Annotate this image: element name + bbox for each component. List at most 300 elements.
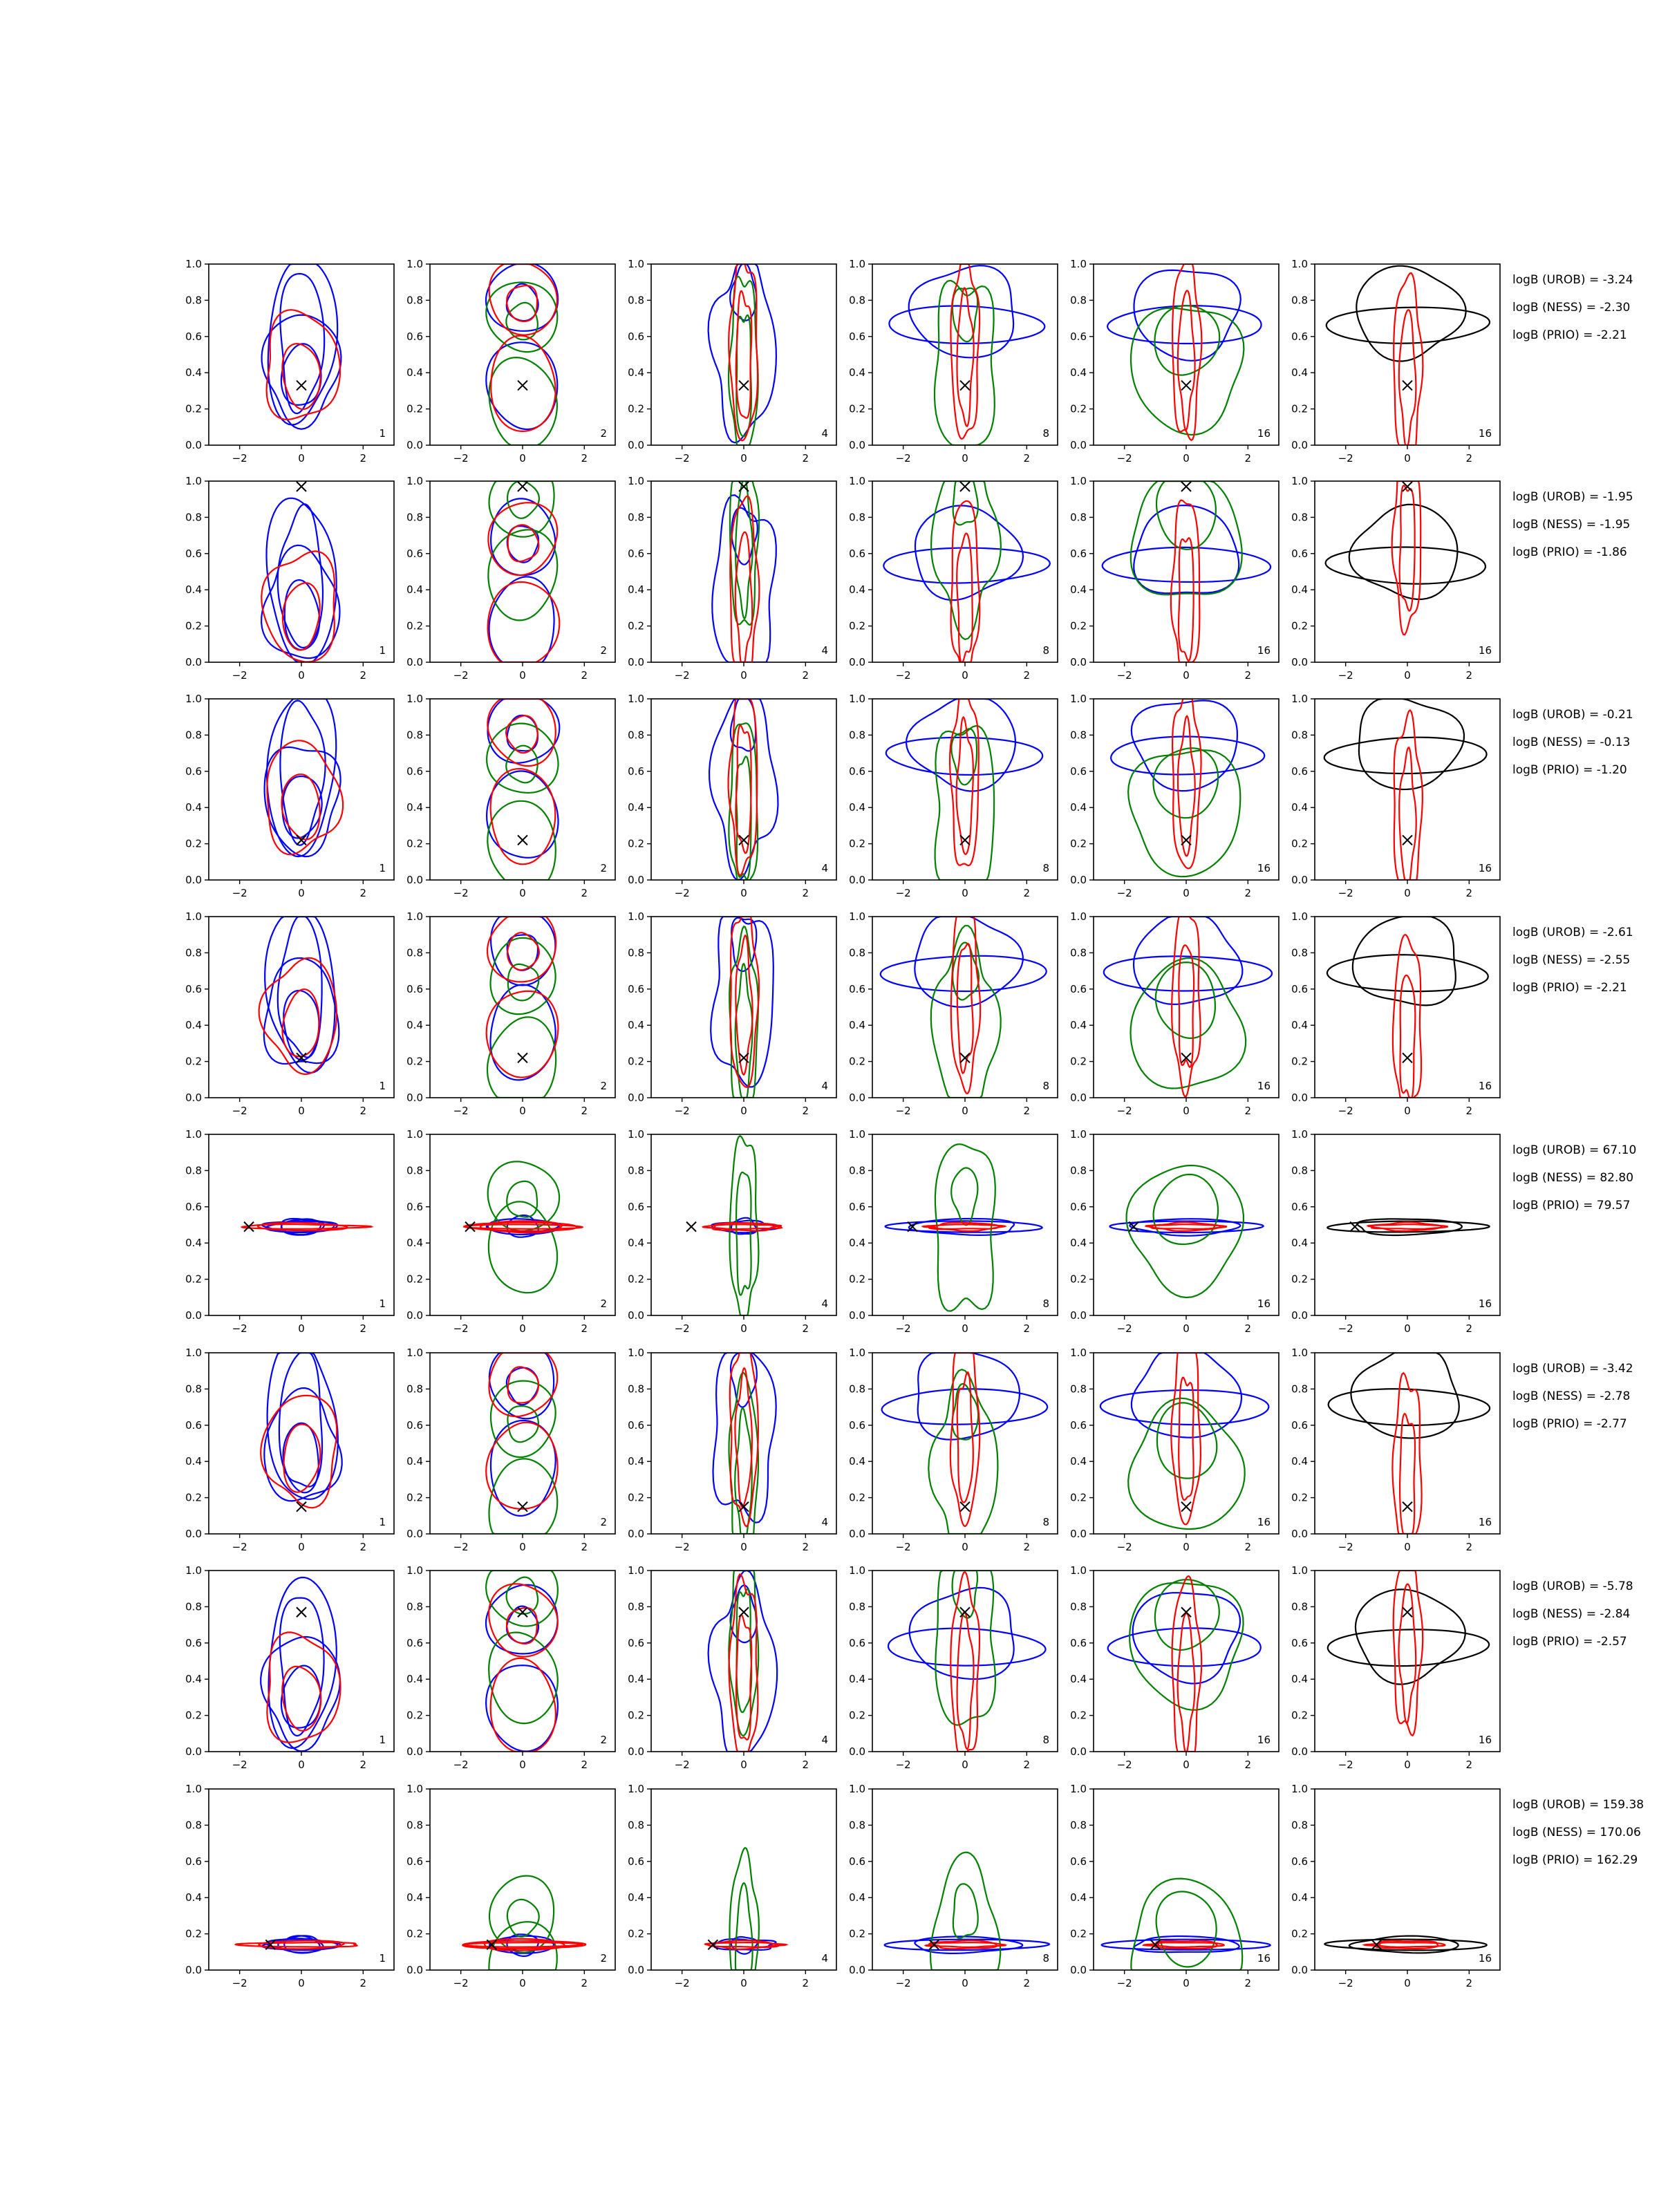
panel-r4-c5 xyxy=(1070,910,1279,1117)
panel-id-label: 16 xyxy=(1257,1297,1271,1310)
logb-ness: logB (NESS) = -2.30 xyxy=(1512,301,1631,315)
x-tick-label: −2 xyxy=(453,1759,469,1771)
y-tick-label: 0.4 xyxy=(406,1891,423,1904)
axes-frame xyxy=(651,264,836,445)
panel-id-label: 4 xyxy=(821,644,828,657)
y-tick-label: 0.8 xyxy=(1291,1819,1308,1832)
y-tick-label: 0.6 xyxy=(406,1636,423,1649)
contour-red-vert-0 xyxy=(1392,1373,1421,1534)
contour-green-vert-1 xyxy=(736,315,751,436)
y-tick-label: 0.2 xyxy=(1291,837,1308,850)
y-tick-label: 0.6 xyxy=(406,547,423,560)
x-tick-label: 2 xyxy=(1465,452,1473,465)
contour-red-vert-1 xyxy=(957,1612,974,1749)
y-tick-label: 1.0 xyxy=(185,1564,202,1577)
y-tick-label: 0.6 xyxy=(1291,765,1308,778)
marker-x xyxy=(518,381,527,391)
y-tick-label: 0.8 xyxy=(1070,1164,1087,1177)
y-tick-label: 0.6 xyxy=(628,547,644,560)
x-tick-label: 0 xyxy=(740,1541,747,1553)
panel-r6-c2 xyxy=(406,1347,615,1553)
panel-r4-c3 xyxy=(628,910,836,1117)
x-tick-label: −2 xyxy=(895,1322,911,1335)
y-tick-label: 0.0 xyxy=(406,1528,423,1540)
y-tick-label: 0.8 xyxy=(1291,1382,1308,1396)
x-tick-label: 0 xyxy=(519,1977,526,1989)
marker-x xyxy=(297,482,306,491)
panel-r2-c1 xyxy=(185,475,394,682)
x-tick-label: 0 xyxy=(1183,887,1190,899)
contour-black-band-1 xyxy=(1356,1589,1465,1684)
y-tick-label: 1.0 xyxy=(849,1783,865,1795)
y-tick-label: 0.2 xyxy=(1070,1273,1087,1286)
y-tick-label: 0.8 xyxy=(185,1382,202,1396)
contour-green-vert-1 xyxy=(737,1589,752,1712)
x-tick-label: −2 xyxy=(674,1322,690,1335)
axes-frame xyxy=(430,481,615,662)
x-tick-label: 2 xyxy=(1244,1541,1252,1553)
x-tick-label: −2 xyxy=(232,887,247,899)
panel-id-label: 2 xyxy=(600,427,607,440)
y-tick-label: 0.4 xyxy=(1291,1673,1308,1686)
plot-area xyxy=(488,481,560,662)
contour-blue-stack-1 xyxy=(731,1353,757,1407)
y-tick-label: 0.8 xyxy=(849,1382,865,1396)
y-tick-label: 0.6 xyxy=(1291,1418,1308,1432)
panel-id-label: 16 xyxy=(1478,644,1492,657)
contour-blue-tall-1 xyxy=(278,917,322,1058)
x-tick-label: 2 xyxy=(359,669,367,682)
y-tick-label: 0.2 xyxy=(406,1273,423,1286)
y-tick-label: 0.0 xyxy=(406,439,423,451)
y-tick-label: 1.0 xyxy=(849,475,865,487)
y-tick-label: 1.0 xyxy=(185,1128,202,1141)
panel-id-label: 1 xyxy=(379,1952,386,1965)
x-tick-label: −2 xyxy=(1338,1322,1353,1335)
panel-r6-c4 xyxy=(849,1347,1058,1553)
y-tick-label: 0.6 xyxy=(185,1855,202,1868)
y-tick-label: 0.2 xyxy=(628,1273,644,1286)
y-tick-label: 0.8 xyxy=(406,1382,423,1396)
contour-green-wide-1 xyxy=(1156,1892,1217,1967)
y-tick-label: 0.0 xyxy=(628,1309,644,1322)
panel-id-label: 2 xyxy=(600,1080,607,1092)
y-tick-label: 0.4 xyxy=(185,801,202,814)
panel-r7-c6 xyxy=(1291,1564,1500,1771)
panel-r1-c1 xyxy=(185,258,394,465)
panel-id-label: 8 xyxy=(1042,1080,1049,1092)
x-tick-label: 2 xyxy=(1244,1759,1252,1771)
plot-area xyxy=(242,1219,372,1235)
plot-area xyxy=(486,264,558,445)
y-tick-label: 0.2 xyxy=(849,1709,865,1722)
contour-green-wide-1 xyxy=(1156,962,1215,1038)
panel-id-label: 2 xyxy=(600,1516,607,1528)
y-tick-label: 1.0 xyxy=(628,258,644,270)
x-tick-label: 0 xyxy=(519,1541,526,1553)
y-tick-label: 0.4 xyxy=(406,1673,423,1686)
contour-blue-twin-0 xyxy=(489,1353,554,1418)
axes-frame xyxy=(1094,481,1279,662)
y-tick-label: 1.0 xyxy=(628,475,644,487)
y-tick-label: 0.4 xyxy=(406,1019,423,1032)
logb-prio: logB (PRIO) = -2.21 xyxy=(1512,981,1627,995)
panel-r5-c1 xyxy=(185,1128,394,1335)
contour-red-vert-0 xyxy=(1394,710,1423,880)
contour-green-twin-1 xyxy=(489,1459,558,1534)
y-tick-label: 0.8 xyxy=(1070,946,1087,959)
y-tick-label: 1.0 xyxy=(628,1564,644,1577)
y-tick-label: 0.2 xyxy=(185,1491,202,1504)
axes-frame xyxy=(1315,481,1500,662)
y-tick-label: 0.2 xyxy=(849,1927,865,1940)
y-tick-label: 0.0 xyxy=(185,656,202,668)
y-tick-label: 0.6 xyxy=(185,1636,202,1649)
x-tick-label: −2 xyxy=(1338,1541,1353,1553)
x-tick-label: 0 xyxy=(1404,452,1411,465)
x-tick-label: −2 xyxy=(232,669,247,682)
y-tick-label: 0.4 xyxy=(849,1891,865,1904)
y-tick-label: 0.8 xyxy=(406,511,423,524)
panel-r2-c6 xyxy=(1291,475,1500,682)
y-tick-label: 0.8 xyxy=(1291,511,1308,524)
y-tick-label: 0.4 xyxy=(406,366,423,379)
y-tick-label: 0.8 xyxy=(185,1819,202,1832)
x-tick-label: 0 xyxy=(962,669,968,682)
y-tick-label: 0.4 xyxy=(628,801,644,814)
panel-id-label: 16 xyxy=(1257,1952,1271,1965)
panel-r8-c1 xyxy=(185,1783,394,1989)
marker-x xyxy=(297,1607,306,1617)
contour-green-stack-0 xyxy=(935,726,995,880)
axes-frame xyxy=(651,917,836,1098)
contour-blue-stack-0 xyxy=(711,917,774,1087)
y-tick-label: 0.2 xyxy=(185,1927,202,1940)
y-tick-label: 1.0 xyxy=(406,693,423,705)
marker-x xyxy=(739,1607,749,1617)
y-tick-label: 0.8 xyxy=(628,511,644,524)
y-tick-label: 1.0 xyxy=(628,1783,644,1795)
plot-area xyxy=(261,1577,340,1751)
logb-ness: logB (NESS) = 170.06 xyxy=(1512,1826,1641,1839)
panel-r3-c5 xyxy=(1070,693,1279,899)
y-tick-label: 0.4 xyxy=(1291,1019,1308,1032)
x-tick-label: 2 xyxy=(359,1759,367,1771)
x-tick-label: 0 xyxy=(519,1759,526,1771)
y-tick-label: 0.0 xyxy=(1291,439,1308,451)
y-tick-label: 0.4 xyxy=(849,366,865,379)
y-tick-label: 0.6 xyxy=(185,330,202,343)
panel-id-label: 8 xyxy=(1042,1952,1049,1965)
y-tick-label: 0.4 xyxy=(185,1019,202,1032)
panel-id-label: 16 xyxy=(1478,1080,1492,1092)
y-tick-label: 0.8 xyxy=(1070,1819,1087,1832)
x-tick-label: 0 xyxy=(740,1105,747,1117)
contour-blue-band-1 xyxy=(1133,1593,1240,1683)
y-tick-label: 0.0 xyxy=(628,1091,644,1104)
x-tick-label: 0 xyxy=(1183,1105,1190,1117)
y-tick-label: 0.2 xyxy=(628,1709,644,1722)
x-tick-label: −2 xyxy=(232,1541,247,1553)
y-tick-label: 0.2 xyxy=(849,619,865,632)
y-tick-label: 0.2 xyxy=(1070,1709,1087,1722)
axes-frame xyxy=(651,1571,836,1752)
marker-x xyxy=(518,1502,527,1512)
y-tick-label: 0.6 xyxy=(1070,1855,1087,1868)
panel-r3-c3 xyxy=(628,693,836,899)
panel-r3-c1 xyxy=(185,693,394,899)
y-tick-label: 0.6 xyxy=(849,330,865,343)
x-tick-label: 2 xyxy=(581,1541,588,1553)
x-tick-label: −2 xyxy=(453,669,469,682)
panel-id-label: 8 xyxy=(1042,1734,1049,1746)
panel-id-label: 4 xyxy=(821,862,828,874)
contour-red-twin-1 xyxy=(491,336,555,431)
plot-area xyxy=(709,1571,778,1752)
logb-urob: logB (UROB) = -2.61 xyxy=(1512,926,1633,939)
x-tick-label: −2 xyxy=(674,887,690,899)
y-tick-label: 0.4 xyxy=(1070,1019,1087,1032)
y-tick-label: 0.4 xyxy=(406,1237,423,1250)
x-tick-label: 0 xyxy=(740,1322,747,1335)
panel-r8-c2 xyxy=(406,1783,615,1989)
x-tick-label: −2 xyxy=(1116,1759,1132,1771)
y-tick-label: 0.2 xyxy=(1070,402,1087,415)
plot-area xyxy=(1327,917,1488,1098)
marker-x xyxy=(1181,1607,1191,1617)
panel-id-label: 4 xyxy=(821,1952,828,1965)
y-tick-label: 0.2 xyxy=(406,1055,423,1068)
panel-id-label: 16 xyxy=(1257,427,1271,440)
contour-red-vert-1 xyxy=(735,532,752,662)
logb-ness: logB (NESS) = -2.84 xyxy=(1512,1607,1631,1621)
x-tick-label: 2 xyxy=(581,887,588,899)
y-tick-label: 0.8 xyxy=(406,1819,423,1832)
panel-r5-c4 xyxy=(849,1128,1058,1335)
y-tick-label: 1.0 xyxy=(1070,1128,1087,1141)
y-tick-label: 0.8 xyxy=(185,946,202,959)
x-tick-label: 2 xyxy=(1023,887,1031,899)
contour-black-band-1 xyxy=(1353,917,1456,1005)
x-tick-label: −2 xyxy=(1116,887,1132,899)
y-tick-label: 0.0 xyxy=(628,1964,644,1976)
panel-id-label: 1 xyxy=(379,862,386,874)
panel-id-label: 4 xyxy=(821,1734,828,1746)
y-tick-label: 0.0 xyxy=(849,1964,865,1976)
y-tick-label: 0.2 xyxy=(185,1273,202,1286)
contour-blue-band-1 xyxy=(918,1353,1020,1440)
x-tick-label: 2 xyxy=(1465,1105,1473,1117)
x-tick-label: 2 xyxy=(802,1977,809,1989)
contour-green-twin-2 xyxy=(507,1181,537,1217)
contour-black-band-0 xyxy=(1324,738,1487,774)
y-tick-label: 0.8 xyxy=(406,946,423,959)
axes-frame xyxy=(872,264,1058,445)
y-tick-label: 1.0 xyxy=(185,475,202,487)
y-tick-label: 0.8 xyxy=(849,946,865,959)
y-tick-label: 0.6 xyxy=(1291,1200,1308,1213)
y-tick-label: 0.4 xyxy=(406,1455,423,1468)
y-tick-label: 0.0 xyxy=(1070,1745,1087,1758)
plot-area xyxy=(883,481,1050,662)
y-tick-label: 0.2 xyxy=(185,402,202,415)
y-tick-label: 0.8 xyxy=(628,946,644,959)
x-tick-label: 2 xyxy=(1023,1541,1031,1553)
plot-area xyxy=(236,1936,357,1953)
contour-blue-stack-0 xyxy=(709,1571,778,1752)
panel-r8-c6 xyxy=(1291,1783,1500,1989)
plot-area xyxy=(1328,1571,1489,1736)
contour-blue-band-0 xyxy=(1103,547,1271,582)
plot-area xyxy=(1329,1353,1490,1534)
x-tick-label: 0 xyxy=(298,669,305,682)
x-tick-label: −2 xyxy=(895,452,911,465)
axes-frame xyxy=(1094,917,1279,1098)
y-tick-label: 0.8 xyxy=(1070,294,1087,307)
x-tick-label: 2 xyxy=(1023,1759,1031,1771)
plot-area xyxy=(885,1853,1049,1970)
panel-id-label: 4 xyxy=(821,427,828,440)
plot-area xyxy=(1108,1576,1261,1752)
y-tick-label: 0.0 xyxy=(1291,1964,1308,1976)
panel-id-label: 1 xyxy=(379,1516,386,1528)
contour-green-wide-0 xyxy=(1131,481,1242,594)
logb-urob: logB (UROB) = -5.78 xyxy=(1512,1580,1633,1593)
x-tick-label: 0 xyxy=(740,887,747,899)
plot-area xyxy=(703,1136,782,1315)
x-tick-label: 0 xyxy=(298,452,305,465)
y-tick-label: 0.4 xyxy=(1291,1891,1308,1904)
y-tick-label: 0.6 xyxy=(1291,1855,1308,1868)
y-tick-label: 0.6 xyxy=(628,1636,644,1649)
y-tick-label: 0.6 xyxy=(1291,330,1308,343)
y-tick-label: 0.2 xyxy=(628,837,644,850)
plot-area xyxy=(1103,481,1271,662)
y-tick-label: 0.2 xyxy=(185,1055,202,1068)
y-tick-label: 0.2 xyxy=(1291,402,1308,415)
y-tick-label: 0.0 xyxy=(628,1745,644,1758)
plot-area xyxy=(1111,699,1264,877)
logb-prio: logB (PRIO) = -1.86 xyxy=(1512,545,1627,559)
contour-blue-band-0 xyxy=(889,306,1044,344)
y-tick-label: 0.0 xyxy=(1291,656,1308,668)
y-tick-label: 0.0 xyxy=(628,439,644,451)
y-tick-label: 0.4 xyxy=(185,1237,202,1250)
panel-r2-c2 xyxy=(406,475,615,682)
y-tick-label: 0.8 xyxy=(1291,294,1308,307)
y-tick-label: 0.0 xyxy=(185,874,202,886)
logb-urob: logB (UROB) = -3.24 xyxy=(1512,273,1633,287)
x-tick-label: 0 xyxy=(1183,1977,1190,1989)
y-tick-label: 1.0 xyxy=(406,1128,423,1141)
y-tick-label: 1.0 xyxy=(1070,1347,1087,1359)
y-tick-label: 0.6 xyxy=(406,330,423,343)
y-tick-label: 0.6 xyxy=(849,765,865,778)
y-tick-label: 1.0 xyxy=(1070,910,1087,923)
panel-r1-c6 xyxy=(1291,258,1500,465)
contour-blue-band-0 xyxy=(1104,956,1272,991)
y-tick-label: 0.8 xyxy=(406,294,423,307)
contour-green-vert-0 xyxy=(729,1373,759,1534)
panel-id-label: 4 xyxy=(821,1080,828,1092)
y-tick-label: 0.2 xyxy=(628,619,644,632)
x-tick-label: −2 xyxy=(453,452,469,465)
logb-prio: logB (PRIO) = -2.57 xyxy=(1512,1635,1627,1649)
x-tick-label: 2 xyxy=(1244,1322,1252,1335)
x-tick-label: 2 xyxy=(802,1541,809,1553)
panel-id-label: 16 xyxy=(1257,1080,1271,1092)
panel-r2-c4 xyxy=(849,475,1058,682)
panel-r5-c6 xyxy=(1291,1128,1500,1335)
plot-area xyxy=(1110,1165,1264,1297)
x-tick-label: 0 xyxy=(962,1105,968,1117)
marker-x xyxy=(960,381,970,391)
plot-area xyxy=(1104,917,1272,1096)
y-tick-label: 0.4 xyxy=(1070,801,1087,814)
marker-x xyxy=(960,482,970,491)
y-tick-label: 0.6 xyxy=(185,547,202,560)
contour-green-wide-1 xyxy=(1153,748,1218,818)
marker-x xyxy=(960,1053,970,1062)
contour-red-vert-1 xyxy=(735,725,751,853)
y-tick-label: 0.8 xyxy=(628,1164,644,1177)
y-tick-label: 0.6 xyxy=(1070,1636,1087,1649)
panel-r5-c2 xyxy=(406,1128,615,1335)
y-tick-label: 0.4 xyxy=(1070,1237,1087,1250)
logb-urob: logB (UROB) = -3.42 xyxy=(1512,1362,1633,1376)
logb-prio: logB (PRIO) = -1.20 xyxy=(1512,763,1627,777)
marker-x xyxy=(1403,1053,1412,1062)
x-tick-label: −2 xyxy=(1338,669,1353,682)
y-tick-label: 0.6 xyxy=(1291,547,1308,560)
y-tick-label: 0.4 xyxy=(628,1019,644,1032)
marker-x xyxy=(518,1053,527,1062)
y-tick-label: 0.2 xyxy=(406,837,423,850)
x-tick-label: 0 xyxy=(519,1322,526,1335)
y-tick-label: 0.4 xyxy=(406,583,423,597)
y-tick-label: 0.0 xyxy=(628,874,644,886)
y-tick-label: 0.4 xyxy=(1291,583,1308,597)
y-tick-label: 0.0 xyxy=(406,1964,423,1976)
contour-red-twin-1 xyxy=(487,991,559,1078)
plot-area xyxy=(1100,1353,1269,1529)
panel-r1-c4 xyxy=(849,258,1058,465)
axes-frame xyxy=(1094,1571,1279,1752)
y-tick-label: 0.0 xyxy=(185,1091,202,1104)
plot-area xyxy=(709,264,776,445)
logb-prio: logB (PRIO) = 162.29 xyxy=(1512,1853,1638,1867)
x-tick-label: 2 xyxy=(1023,452,1031,465)
y-tick-label: 1.0 xyxy=(1070,1564,1087,1577)
y-tick-label: 1.0 xyxy=(406,1783,423,1795)
x-tick-label: −2 xyxy=(232,1322,247,1335)
y-tick-label: 0.4 xyxy=(849,1237,865,1250)
y-tick-label: 0.2 xyxy=(1070,1055,1087,1068)
logb-ness: logB (NESS) = -2.78 xyxy=(1512,1389,1631,1403)
y-tick-label: 0.4 xyxy=(1291,366,1308,379)
x-tick-label: 0 xyxy=(740,452,747,465)
contour-blue-band-0 xyxy=(886,738,1042,775)
plot-area xyxy=(1327,266,1490,445)
plot-area xyxy=(1324,1936,1486,1953)
y-tick-label: 0.0 xyxy=(849,1309,865,1322)
logb-ness: logB (NESS) = 82.80 xyxy=(1512,1171,1634,1185)
y-tick-label: 0.0 xyxy=(628,656,644,668)
plot-area xyxy=(711,917,774,1098)
x-tick-label: 2 xyxy=(359,1105,367,1117)
x-tick-label: −2 xyxy=(1338,1759,1353,1771)
y-tick-label: 0.6 xyxy=(1070,547,1087,560)
